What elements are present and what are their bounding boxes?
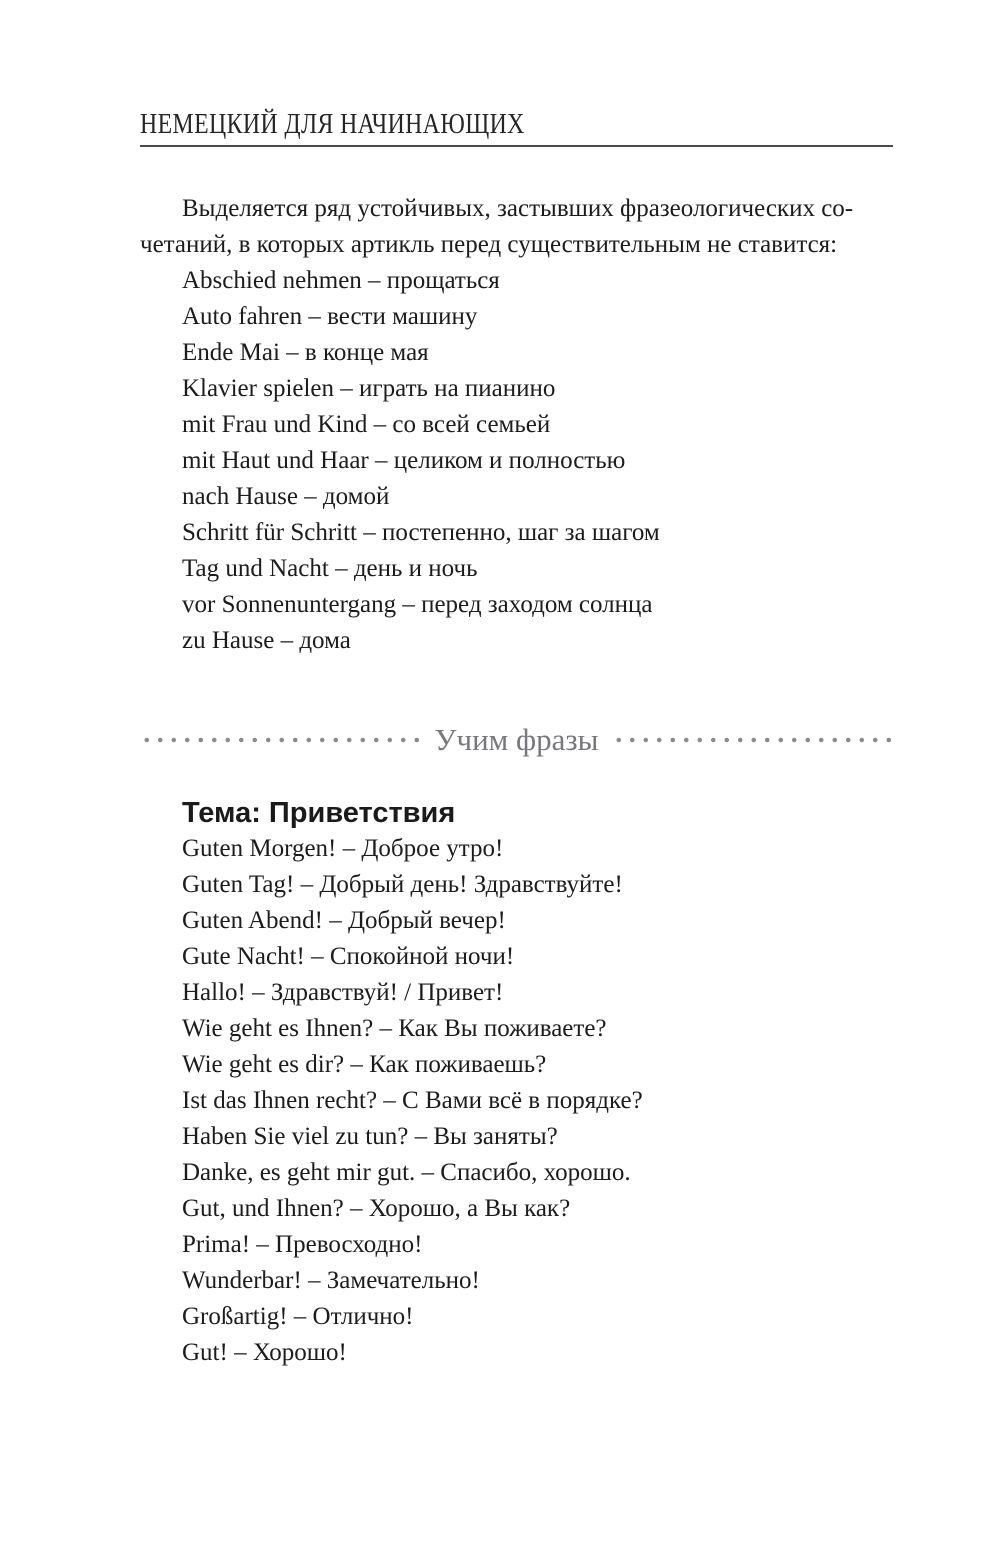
divider-dots-left (140, 735, 421, 745)
greeting-item: Guten Abend! – Добрый вечер! (182, 907, 506, 934)
intro-paragraph (140, 191, 893, 263)
greeting-item: Danke, es geht mir gut. – Спасибо, хорошо. (182, 1159, 631, 1186)
running-header-title: НЕМЕЦКИЙ ДЛЯ НАЧИНАЮЩИХ (140, 108, 525, 140)
divider-label: Учим фразы (434, 722, 599, 757)
page-header (140, 107, 893, 147)
section-divider (140, 719, 893, 761)
greeting-item: Großartig! – Отлично! (182, 1303, 414, 1330)
intro-line-2: четаний, в которых артикль перед существительным не ставится: (140, 231, 838, 258)
greeting-item: Haben Sie viel zu tun? – Вы заняты? (182, 1123, 558, 1150)
greeting-item: Hallo! – Здравствуй! / Привет! (182, 979, 504, 1006)
phrase-item: vor Sonnenuntergang – перед заходом солнца (182, 591, 653, 618)
greeting-item: Gut, und Ihnen? – Хорошо, а Вы как? (182, 1195, 571, 1222)
greeting-item: Gute Nacht! – Спокойной ночи! (182, 943, 515, 970)
phrase-item: zu Hause – дома (182, 627, 351, 654)
header-rule (140, 145, 893, 147)
divider-dots-right (612, 735, 893, 745)
greeting-item: Guten Morgen! – Доброе утро! (182, 835, 504, 862)
greeting-item: Wie geht es dir? – Как поживаешь? (182, 1051, 547, 1078)
greeting-item: Wie geht es Ihnen? – Как Вы поживаете? (182, 1015, 607, 1042)
phrase-item: Tag und Nacht – день и ночь (182, 555, 478, 582)
phrase-item: nach Hause – домой (182, 483, 390, 510)
phrase-list (140, 263, 893, 659)
phrase-item: Schritt für Schritt – постепенно, шаг за шагом (182, 519, 660, 546)
greeting-item: Ist das Ihnen recht? – С Вами всё в порядке? (182, 1087, 643, 1114)
phrase-item: Klavier spielen – играть на пианино (182, 375, 556, 402)
phrase-item: mit Frau und Kind – со всей семьей (182, 411, 551, 438)
phrase-item: Auto fahren – вести машину (182, 303, 478, 330)
greetings-list (140, 831, 893, 1371)
phrase-item: mit Haut und Haar – целиком и полностью (182, 447, 626, 474)
greeting-item: Prima! – Превосходно! (182, 1231, 423, 1258)
greeting-item: Gut! – Хорошо! (182, 1339, 347, 1366)
intro-line-1: Выделяется ряд устойчивых, застывших фразеологических со- (182, 195, 854, 222)
greeting-item: Guten Tag! – Добрый день! Здравствуйте! (182, 871, 623, 898)
greeting-item: Wunderbar! – Замечательно! (182, 1267, 480, 1294)
topic-heading: Тема: Приветствия (182, 797, 456, 829)
phrase-item: Ende Mai – в конце мая (182, 339, 429, 366)
phrase-item: Abschied nehmen – прощаться (182, 267, 500, 294)
